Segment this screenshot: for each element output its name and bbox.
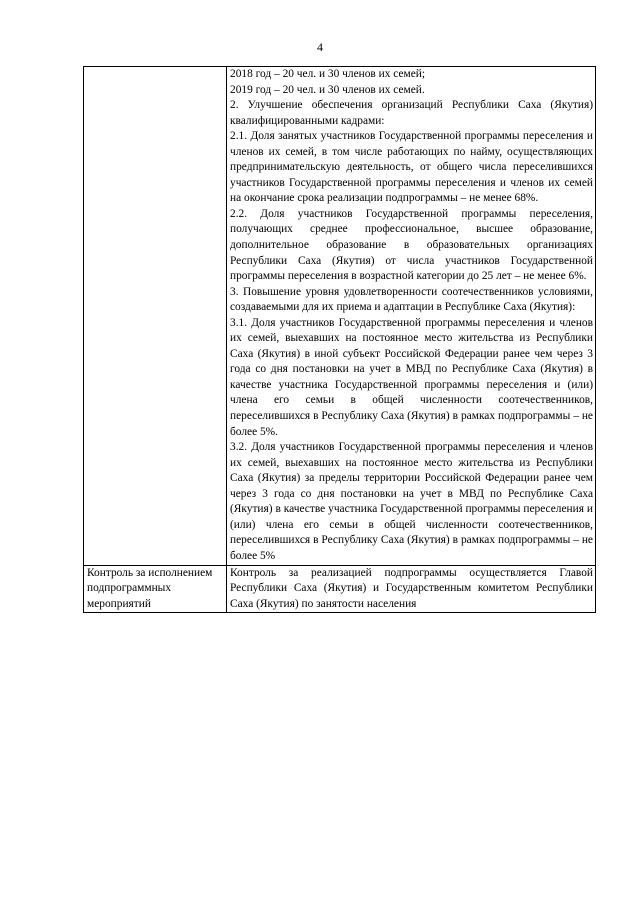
paragraph-indicator-2-1: 2.1. Доля занятых участников Государственной программы переселения и членов их семей, в том числе работающих по найму, осуществляющих предпринимательскую деятельность, от общего числа переселившихся участников Государственной программы переселения и членов их семей на окончание срока реализации подпрограммы – не менее 68%. — [230, 130, 593, 205]
row-content-indicators — [227, 67, 596, 566]
paragraph-goal-2: 2. Улучшение обеспечения организаций Республики Саха (Якутия) квалифицированными кадрами: — [230, 99, 593, 127]
paragraph-2019: 2019 год – 20 чел. и 30 членов их семей. — [230, 83, 425, 96]
paragraph-2018: 2018 год – 20 чел. и 30 членов их семей; — [230, 68, 426, 80]
paragraph-indicator-2-2: 2.2. Доля участников Государственной программы переселения, получающих среднее профессиональное, высшее образование, дополнительное образование в образовательных организациях Республики Саха (Якутия) от числа участников Государственной программы переселения в возрастной категории до 25 лет – не менее 6%. — [230, 207, 593, 283]
table-row-control — [84, 565, 596, 613]
row-label-control: Контроль за исполнением подпрограммных мероприятий — [84, 565, 227, 613]
page-number: 4 — [317, 40, 323, 54]
row-label-indicators — [84, 67, 227, 566]
paragraph-control: Контроль за реализацией подпрограммы осуществляется Главой Республики Саха (Якутия) и Государственным комитетом Республики Саха (Якутия) по занятости населения — [230, 566, 593, 610]
row-content-control — [227, 565, 596, 613]
passport-table — [83, 66, 596, 613]
paragraph-goal-3: 3. Повышение уровня удовлетворенности соотечественников условиями, создаваемыми для их приема и адаптации в Республике Саха (Якутия): — [230, 285, 593, 314]
paragraph-indicator-3-1: 3.1. Доля участников Государственной программы переселения и членов их семей, выехавших на постоянное место жительства из Республики Саха (Якутия) в иной субъект Российской Федерации ранее чем через 3 года со дня постановки на учет в МВД по Республике Саха (Якутия) в качестве участника Государственной программы переселения и (или) члена его семьи в общей численности соотечественников, переселившихся в Республику Саха (Якутия) в рамках подпрограммы – не более 5%. — [230, 316, 593, 438]
table-row-indicators — [84, 67, 596, 566]
paragraph-indicator-3-2: 3.2. Доля участников Государственной программы переселения и членов их семей, выехавших на постоянное место жительства из Республики Саха (Якутия) за пределы территории Российской Федерации ранее чем через 3 года со дня постановки на учет в МВД по Республике Саха (Якутия) в качестве участника Государственной программы переселения и (или) члена его семьи в общей численности соотечественников, переселившихся в Республику Саха (Якутия) в рамках подпрограммы – не более 5% — [230, 441, 593, 562]
